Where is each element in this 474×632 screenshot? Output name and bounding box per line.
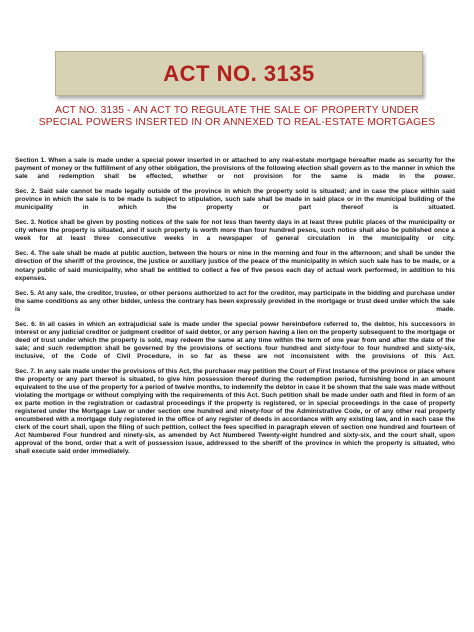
section-6: Sec. 6. In all cases in which an extrajudicial sale is made under the special power hereinbefore referred to, the debtor, his successors in interest or any judicial creditor or judgment creditor of said debtor, or any person having a lien on the property subsequent to the mortgage or deed of trust under which the property is sold, may redeem the same at any time within the term of one year from and after the date of the sale; and such redemption shall be governed by the provisions of sections four hundred and sixty-four to four hundred and sixty-six, inclusive, of the Code of Civil Procedure, in so far as these are not inconsistent with the provisions of this Act. (15, 320, 455, 360)
document-body (15, 157, 455, 464)
document-title: ACT NO. 3135 (163, 60, 315, 86)
subtitle-line-1: ACT NO. 3135 - AN ACT TO REGULATE THE SALE OF PROPERTY UNDER (55, 105, 419, 116)
section-2: Sec. 2. Said sale cannot be made legally outside of the province in which the property sold is situated; and in case the place within said province in which the sale is to be made is subject to stipulation, such sale shall be made in said place or in the municipal building of the municipality in which the property or part thereof is situated. (15, 188, 455, 212)
section-1: Section 1. When a sale is made under a special power inserted in or attached to any real-estate mortgage hereafter made as security for the payment of money or the fulfillment of any other obligation, the provisions of the following election shall govern as to the manner in which the sale and redemption shall be effected, whether or not provision for the same is made in the power. (15, 157, 455, 181)
section-5: Sec. 5. At any sale, the creditor, trustee, or other persons authorized to act for the creditor, may participate in the bidding and purchase under the same conditions as any other bidder, unless the contrary has been expressly provided in the mortgage or trust deed under which the sale is made. (15, 289, 455, 313)
subtitle-line-2: SPECIAL POWERS INSERTED IN OR ANNEXED TO REAL-ESTATE MORTGAGES (38, 117, 436, 128)
document-subtitle (14, 105, 460, 129)
section-4: Sec. 4. The sale shall be made at public auction, between the hours or nine in the morning and four in the afternoon; and shall be under the direction of the sheriff of the province, the justice or auxiliary justice of the peace of the municipality in which such sale has to be made, or a notary public of said municipality, who shall be entitled to collect a fee of five pesos each day of actual work performed, in addition to his expenses. (15, 250, 455, 282)
section-3: Sec. 3. Notice shall be given by posting notices of the sale for not less than twenty days in at least three public places of the municipality or city where the property is situated, and if such property is worth more than four hundred pesos, such notice shall also be published once a week for at least three consecutive weeks in a newspaper of general circulation in the municipality or city. (15, 219, 455, 243)
section-7: Sec. 7. In any sale made under the provisions of this Act, the purchaser may petition the Court of First Instance of the province or place where the property or any part thereof is situated, to give him possession thereof during the redemption period, furnishing bond in an amount equivalent to the use of the property for a period of twelve months, to indemnify the debtor in case it be shown that the sale was made without violating the mortgage or without complying with the requirements of this Act. Such petition shall be made under oath and filed in form of an ex parte motion in the registration or cadastral proceedings if the property is registered, or in special proceedings in the case of property registered under the Mortgage Law or under section one hundred and ninety-four of the Administrative Code, or of any other real property encumbered with a mortgage duly registered in the office of any register of deeds in accordance with any existing law, and in each case the clerk of the court shall, upon the filing of such petition, collect the fees specified in paragraph eleven of section one hundred and fourteen of Act Numbered Four hundred and ninety-six, as amended by Act Numbered Twenty-eight hundred and sixty-six, and the court shall, upon approval of the bond, order that a writ of possession issue, addressed to the sheriff of the province in which the property is situated, who shall execute said order immediately. (15, 367, 455, 456)
title-banner (55, 51, 423, 96)
